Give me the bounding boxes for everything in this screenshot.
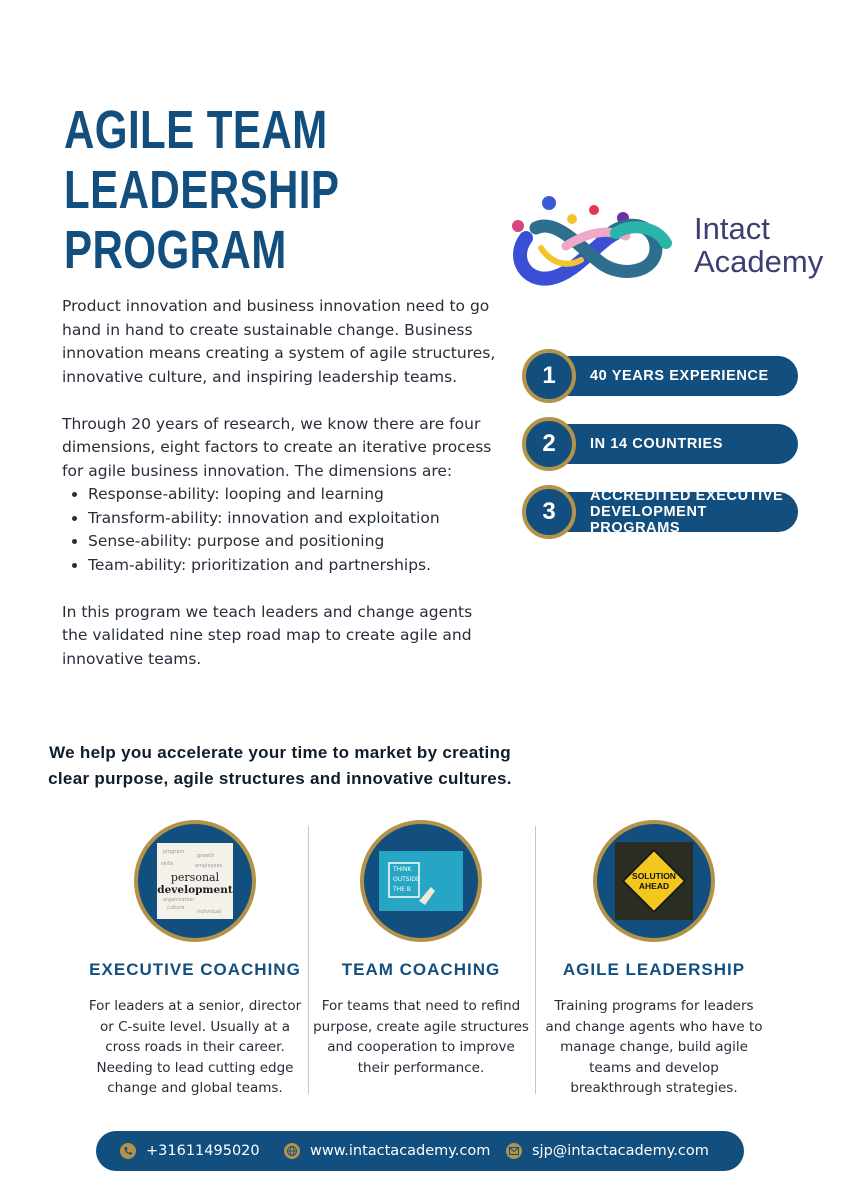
service-image-frame <box>134 820 256 942</box>
service-executive-coaching <box>84 820 306 1099</box>
title-line-1: AGILE TEAM <box>64 100 328 160</box>
footer-website[interactable] <box>284 1131 490 1171</box>
image-text: OUTSIDE <box>393 876 420 883</box>
image-text: THE B <box>393 886 411 893</box>
service-title: AGILE LEADERSHIP <box>562 960 746 979</box>
svg-text:individual: individual <box>197 909 222 915</box>
list-item: • Transform-ability: innovation and exploitation <box>88 507 502 531</box>
personal-development-image-icon <box>157 843 233 919</box>
image-text: development <box>157 884 233 896</box>
email-link: sjp@intactacademy.com <box>532 1143 709 1159</box>
service-description: For teams that need to refind purpose, create agile structures and cooperation to improve their performance. <box>313 998 529 1076</box>
svg-text:culture: culture <box>167 905 185 911</box>
logo-text-line-1: Intact <box>694 211 770 246</box>
service-description: Training programs for leaders and change agents who have to manage change, build agile teams and develop breakthrough strategies. <box>545 998 763 1096</box>
stat-number: 3 <box>522 485 576 539</box>
intro-paragraph-3: In this program we teach leaders and change agents the validated nine step road map to create agile and innovative teams. <box>62 602 473 668</box>
stat-badge-2 <box>524 424 798 464</box>
globe-icon <box>284 1143 300 1159</box>
intro-text <box>62 295 502 695</box>
phone-icon <box>120 1143 136 1159</box>
service-title: EXECUTIVE COACHING <box>89 960 301 979</box>
image-text: SOLUTION <box>632 871 676 881</box>
dimensions-list <box>62 483 502 577</box>
svg-text:employees: employees <box>195 863 223 869</box>
logo-text-line-2: Academy <box>694 244 824 279</box>
service-title: TEAM COACHING <box>341 960 501 979</box>
service-description: For leaders at a senior, director or C-suite level. Usually at a cross roads in their career. Needing to lead cutting edge change and global teams. <box>88 998 302 1096</box>
service-image-frame <box>360 820 482 942</box>
stat-badge-3 <box>524 488 798 536</box>
footer-email[interactable] <box>506 1131 709 1171</box>
stat-number: 2 <box>522 417 576 471</box>
divider <box>308 826 309 1094</box>
stat-label: ACCREDITED EXECUTIVE DEVELOPMENT PROGRAMS <box>590 488 784 536</box>
mail-icon <box>506 1143 522 1159</box>
footer-phone[interactable] <box>120 1131 260 1171</box>
logo-text <box>694 212 823 278</box>
title-line-2: LEADERSHIP <box>64 160 340 220</box>
image-text: THINK <box>393 866 412 873</box>
list-item: • Response-ability: looping and learning <box>88 483 502 507</box>
think-outside-the-box-image-icon <box>379 851 463 911</box>
title-line-3: PROGRAM <box>64 220 287 280</box>
list-item: • Team-ability: prioritization and partnerships. <box>88 554 502 578</box>
list-item: • Sense-ability: purpose and positioning <box>88 530 502 554</box>
tagline: We help you accelerate your time to market by creating clear purpose, agile structures and innovative cultures. <box>48 743 512 788</box>
divider <box>535 826 536 1094</box>
intro-paragraph-2: Through 20 years of research, we know there are four dimensions, eight factors to create an iterative process for agile business innovation. The dimensions are: <box>62 414 492 480</box>
page-title <box>64 100 339 280</box>
service-team-coaching <box>310 820 532 1078</box>
image-text: AHEAD <box>638 881 670 891</box>
service-agile-leadership <box>543 820 765 1099</box>
solution-ahead-sign-image-icon <box>615 842 693 920</box>
stat-label: 40 YEARS EXPERIENCE <box>590 368 769 384</box>
image-text: personal <box>170 871 220 884</box>
svg-text:skills: skills <box>161 861 174 867</box>
svg-text:program: program <box>163 849 185 855</box>
stat-badge-1 <box>524 356 798 396</box>
svg-text:organization: organization <box>163 897 195 903</box>
website-link: www.intactacademy.com <box>310 1143 491 1159</box>
service-image-frame <box>593 820 715 942</box>
contact-footer <box>96 1131 744 1171</box>
phone-number: +31611495020 <box>146 1143 260 1159</box>
stat-number: 1 <box>522 349 576 403</box>
stat-label: IN 14 COUNTRIES <box>590 436 724 452</box>
intro-paragraph-1: Product innovation and business innovation need to go hand in hand to create sustainable change. Business innovation means creating a system of agile structures, innovative culture, and inspiring leadership teams. <box>62 297 496 386</box>
svg-text:growth: growth <box>197 853 215 859</box>
